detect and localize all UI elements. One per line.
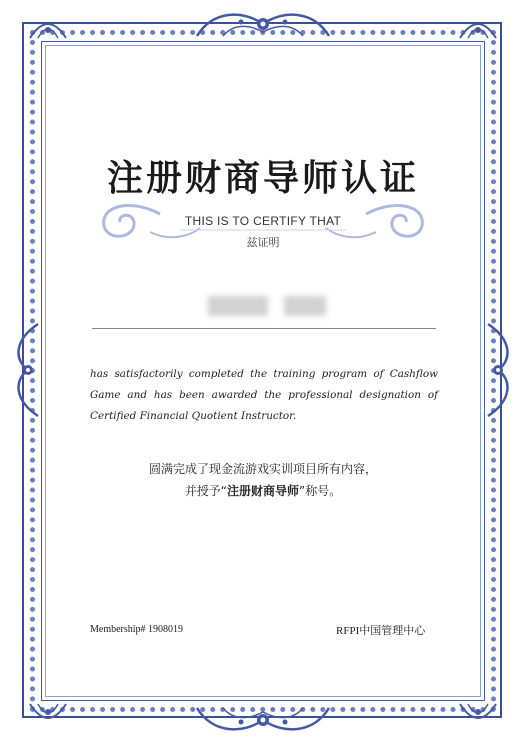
body-text-cn-line2 — [0, 480, 526, 502]
corner-ornament-top-right — [456, 8, 500, 42]
corner-ornament-bottom-right — [456, 700, 500, 734]
left-side-ornament — [10, 320, 44, 420]
body-text-en: has satisfactorily completed the training program of Cashflow Game and has been awarded the professional designation of Certified Financial Quotient Instructor. — [90, 368, 438, 422]
top-center-ornament — [193, 6, 333, 42]
body-text-cn-line2-pre: 并授予“ — [184, 484, 227, 498]
membership-number: Membership# 1908019 — [90, 624, 184, 635]
certificate-title: 注册财商导师认证 — [106, 157, 419, 199]
certify-heading-cn: 兹证明 — [246, 236, 280, 249]
designation-bold: 注册财商导师 — [226, 484, 299, 498]
right-side-ornament — [482, 320, 516, 420]
body-text-cn-line1: 圆满完成了现金流游戏实训项目所有内容， — [148, 462, 377, 476]
corner-ornament-bottom-left — [26, 700, 70, 734]
bottom-center-ornament — [193, 702, 333, 738]
recipient-name-redacted-2 — [284, 296, 326, 316]
body-text-cn-line2-post: ”称号。 — [299, 484, 342, 498]
issuing-organization: RFPI中国管理中心 — [336, 625, 426, 637]
certify-heading: THIS IS TO CERTIFY THAT — [184, 214, 342, 228]
body-text-cn — [0, 458, 526, 502]
corner-ornament-top-left — [26, 8, 70, 42]
name-underline — [92, 328, 436, 329]
recipient-name-redacted — [208, 296, 268, 316]
